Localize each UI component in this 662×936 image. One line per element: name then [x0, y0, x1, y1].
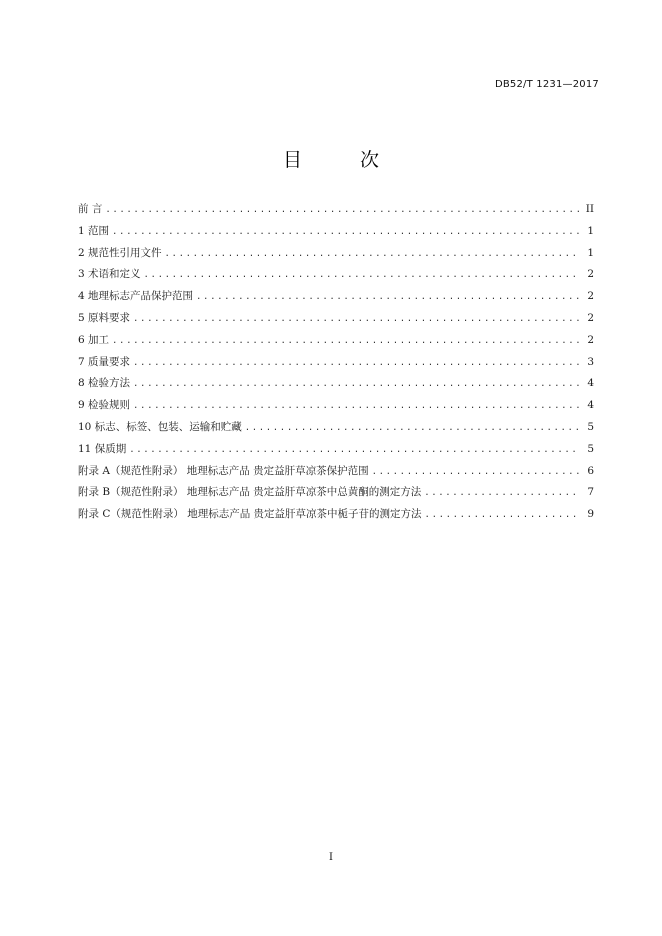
- toc-leader-dots: [133, 309, 580, 331]
- toc-entry-label: 前 言: [78, 203, 103, 215]
- toc-entry-inspection-rules[interactable]: [78, 395, 594, 417]
- toc-entry-annex-b[interactable]: [78, 482, 594, 504]
- toc-entry-annex-c[interactable]: [78, 504, 594, 526]
- toc-entry-page: 1: [587, 224, 594, 237]
- toc-entry-normative-references[interactable]: [78, 243, 594, 265]
- toc-entry-label: 10 标志、标签、包装、运输和贮藏: [78, 420, 242, 433]
- toc-entry-label: 1 范围: [78, 224, 110, 237]
- toc-leader-dots: [165, 244, 580, 266]
- toc-leader-dots: [425, 505, 580, 527]
- toc-entry-foreword[interactable]: [78, 199, 594, 221]
- toc-leader-dots: [144, 265, 580, 287]
- toc-entry-label: 7 质量要求: [78, 355, 131, 368]
- toc-entry-label: 11 保质期: [78, 442, 127, 455]
- toc-entry-page: 6: [587, 464, 594, 477]
- toc-entry-marking-packaging[interactable]: [78, 417, 594, 439]
- toc-entry-label: 4 地理标志产品保护范围: [78, 290, 194, 303]
- toc-title: 目 次: [282, 149, 406, 171]
- toc-entry-annex-a[interactable]: [78, 461, 594, 483]
- toc-entry-test-methods[interactable]: [78, 373, 594, 395]
- toc-entry-page: 7: [587, 486, 594, 499]
- toc-entry-label: 附录 C（规范性附录） 地理标志产品 贵定益肝草凉茶中栀子苷的测定方法: [78, 508, 422, 521]
- toc-entry-quality-requirements[interactable]: [78, 352, 594, 374]
- toc-leader-dots: [424, 483, 580, 505]
- toc-entry-page: II: [585, 203, 594, 215]
- standard-code: DB52/T 1231—2017: [494, 79, 599, 90]
- toc-leader-dots: [133, 353, 580, 375]
- toc-leader-dots: [112, 222, 580, 244]
- toc-entry-label: 附录 A（规范性附录） 地理标志产品 贵定益肝草凉茶保护范围: [78, 464, 369, 477]
- toc-entry-page: 1: [587, 246, 594, 259]
- toc-entry-label: 9 检验规则: [78, 399, 131, 412]
- toc-entry-page: 2: [587, 268, 594, 281]
- table-of-contents: [78, 199, 594, 526]
- toc-entry-page: 4: [587, 399, 594, 412]
- toc-entry-protection-scope[interactable]: [78, 286, 594, 308]
- toc-leader-dots: [133, 396, 580, 418]
- toc-entry-page: 5: [587, 420, 594, 433]
- toc-entry-label: 附录 B（规范性附录） 地理标志产品 贵定益肝草凉茶中总黄酮的测定方法: [78, 486, 422, 499]
- toc-entry-label: 5 原料要求: [78, 311, 131, 324]
- toc-entry-page: 3: [587, 355, 594, 368]
- toc-leader-dots: [105, 200, 580, 222]
- toc-leader-dots: [129, 440, 580, 462]
- toc-leader-dots: [372, 462, 580, 484]
- toc-entry-page: 4: [587, 377, 594, 390]
- toc-entry-processing[interactable]: [78, 330, 594, 352]
- toc-entry-page: 2: [587, 311, 594, 324]
- toc-leader-dots: [133, 374, 580, 396]
- toc-leader-dots: [112, 331, 580, 353]
- toc-entry-page: 2: [587, 290, 594, 303]
- page-number: I: [329, 852, 333, 863]
- toc-entry-label: 2 规范性引用文件: [78, 246, 162, 259]
- toc-entry-page: 9: [587, 508, 594, 521]
- toc-entry-label: 6 加工: [78, 333, 110, 346]
- toc-entry-page: 2: [587, 333, 594, 346]
- toc-entry-terms-definitions[interactable]: [78, 264, 594, 286]
- toc-leader-dots: [245, 418, 580, 440]
- toc-leader-dots: [196, 287, 580, 309]
- toc-entry-page: 5: [587, 442, 594, 455]
- toc-entry-shelf-life[interactable]: [78, 439, 594, 461]
- toc-entry-label: 3 术语和定义: [78, 268, 141, 281]
- toc-entry-raw-materials[interactable]: [78, 308, 594, 330]
- toc-entry-scope[interactable]: [78, 221, 594, 243]
- toc-entry-label: 8 检验方法: [78, 377, 131, 390]
